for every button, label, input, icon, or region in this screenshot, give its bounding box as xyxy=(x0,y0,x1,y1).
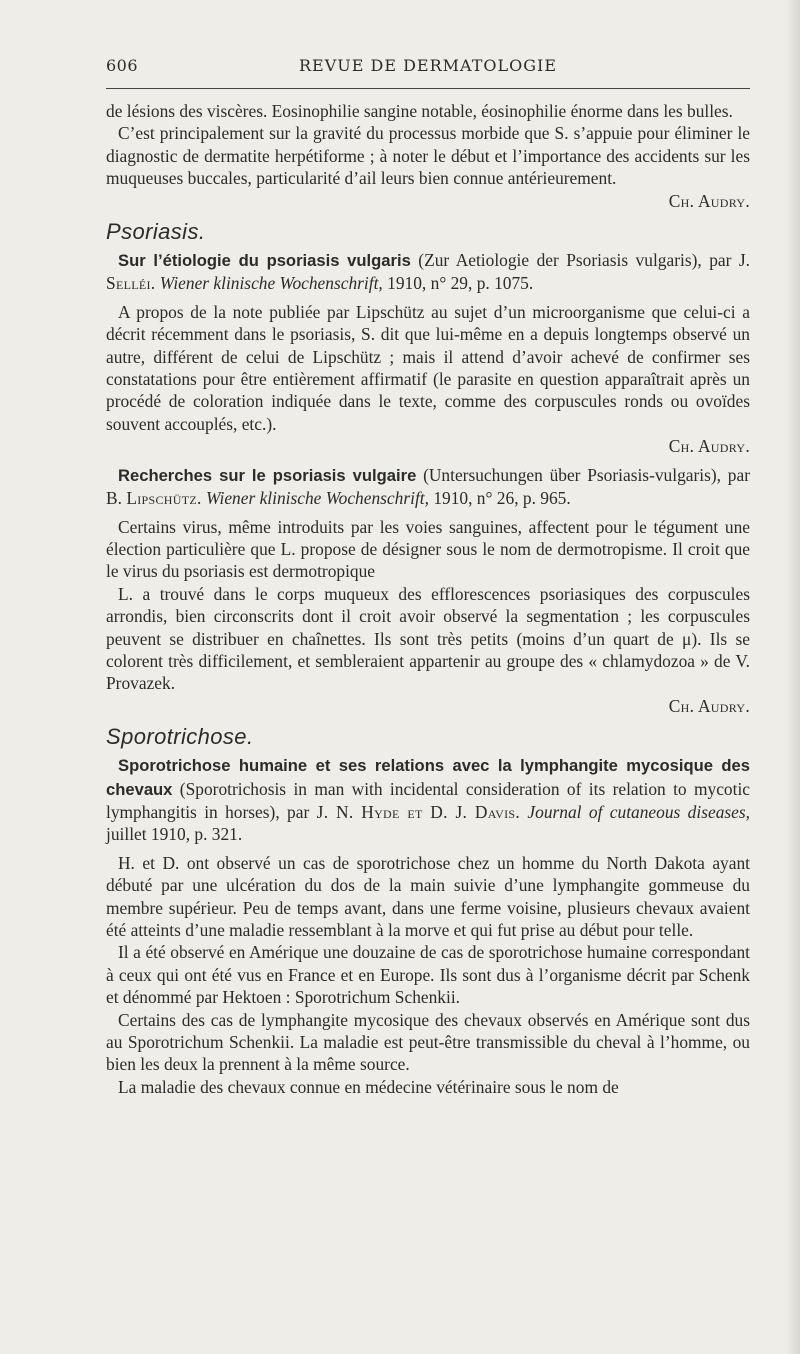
article-journal: Wiener klinische Wochenschrift, xyxy=(205,488,429,509)
article-title: Recherches sur le psoriasis vulgaire xyxy=(118,465,417,485)
paragraph: La maladie des chevaux connue en médecine vétérinaire sous le nom de xyxy=(118,1076,619,1097)
article-reference xyxy=(106,249,750,295)
article-journal: Journal of cutaneous diseases, xyxy=(527,801,750,822)
page-spine-shadow xyxy=(786,0,800,1354)
article-reference xyxy=(106,464,750,510)
paragraph-text: C’est principalement sur la gravité du processus morbide que S. s’appuie pour éliminer le diagnostic de dermatite herpétiforme ; à noter le début et l’importance des accidents sur les muqueuses buccales, particularité d’ail leurs bien connue antérieurement. xyxy=(106,123,750,189)
signature xyxy=(106,435,750,457)
article-author: Selléi. xyxy=(106,273,156,294)
section-title-psoriasis: Psoriasis. xyxy=(106,219,206,245)
paragraph xyxy=(106,122,750,189)
signature-text: Ch. Audry. xyxy=(668,436,750,457)
paragraph: A propos de la note publiée par Lipschütz au sujet d’un microorganisme que celui-ci a décrit récemment dans le psoriasis, S. dit que lui-même en a depuis longtemps observé un autre, différent de celui de Lipschütz ; mais il attend d’avoir achevé de confirmer ses constatations pour être entièrement affirmatif (le parasite en question apparaîtrait après un procédé de coloration indiquée dans le texte, comme des corpuscules ronds ou ovoïdes souvent accouplés, etc.). xyxy=(106,301,750,434)
article-reference xyxy=(106,754,750,846)
paragraph: Certains des cas de lymphangite mycosique des chevaux observés en Amérique sont dus au Sporotrichum Schenkii. La maladie est peut-être transmissible du cheval à l’homme, ou bien les deux la prennent à la même source. xyxy=(106,1009,750,1075)
article-ref-tail: 1910, n° 26, p. 965. xyxy=(433,488,571,509)
page-header xyxy=(106,56,750,82)
article-author: J. N. Hyde et D. J. Davis. xyxy=(316,801,521,822)
signature-text: Ch. Audry. xyxy=(668,695,750,716)
paragraph: H. et D. ont observé un cas de sporotrichose chez un homme du North Dakota ayant débuté par une ulcération du dos de la main suivie d’une lymphangite gommeuse du membre supérieur. Peu de temps avant, dans une ferme voisine, plusieurs chevaux avaient été atteints d’une maladie ressemblant à la morve et qui fut prise au début pour telle. xyxy=(106,852,750,940)
signature xyxy=(106,695,750,717)
article-ref-paren: (Zur Aetiologie der Psoriasis vulgaris), par J. xyxy=(418,250,750,271)
page-number: 606 xyxy=(106,56,139,75)
paragraph: Il a été observé en Amérique une douzaine de cas de sporotrichose humaine correspondant à ceux qui ont été vus en France et en Europe. Ils sont dus à l’organisme décrit par Schenk et dénommé par Hektoen : Sporotrichum Schenkii. xyxy=(106,942,750,1008)
paragraph: de lésions des viscères. Eosinophilie sangine notable, éosinophilie énorme dans les bulles. xyxy=(106,101,733,121)
signature xyxy=(106,190,750,212)
article-journal: Wiener klinische Wochenschrift, xyxy=(159,273,383,294)
paragraph: Certains virus, même introduits par les voies sanguines, affectent pour le tégument une élection particulière que L. propose de désigner sous le nom de dermotropisme. Il croit que le virus du psoriasis est dermotropique xyxy=(106,516,750,582)
article-ref-tail: 1910, n° 29, p. 1075. xyxy=(387,273,534,294)
article-ref-tail: juillet 1910, p. 321. xyxy=(106,824,243,845)
header-rule xyxy=(106,88,750,89)
signature-text: Ch. Audry. xyxy=(668,190,750,211)
article-title: Sporotrichose humaine et ses relations avec la lymphangite mycosique des chevaux xyxy=(106,756,750,799)
paragraph: L. a trouvé dans le corps muqueux des efflorescences psoriasiques des corpuscules arrondis, bien circonscrits dont il croit avoir observé la segmentation ; les corpuscules peuvent se distribuer en chaînettes. Ils sont très petits (moins d’un quart de μ). Ils se colorent très difficilement, et sembleraient appartenir au groupe des « chlamydozoa » de V. Provazek. xyxy=(106,583,750,694)
article-title: Sur l’étiologie du psoriasis vulgaris xyxy=(118,251,411,271)
article-ref-paren: (Untersuchungen über Psoriasis-vulgaris), par B. xyxy=(106,464,750,509)
running-title: REVUE DE DERMATOLOGIE xyxy=(298,56,558,75)
page-body xyxy=(106,100,750,1098)
section-title-sporotrichose: Sporotrichose. xyxy=(106,724,254,750)
article-author: Lipschütz. xyxy=(126,488,202,509)
article-ref-paren: (Sporotrichosis in man with incidental consideration of its relation to mycotic lymphangitis in horses), par xyxy=(106,778,750,822)
